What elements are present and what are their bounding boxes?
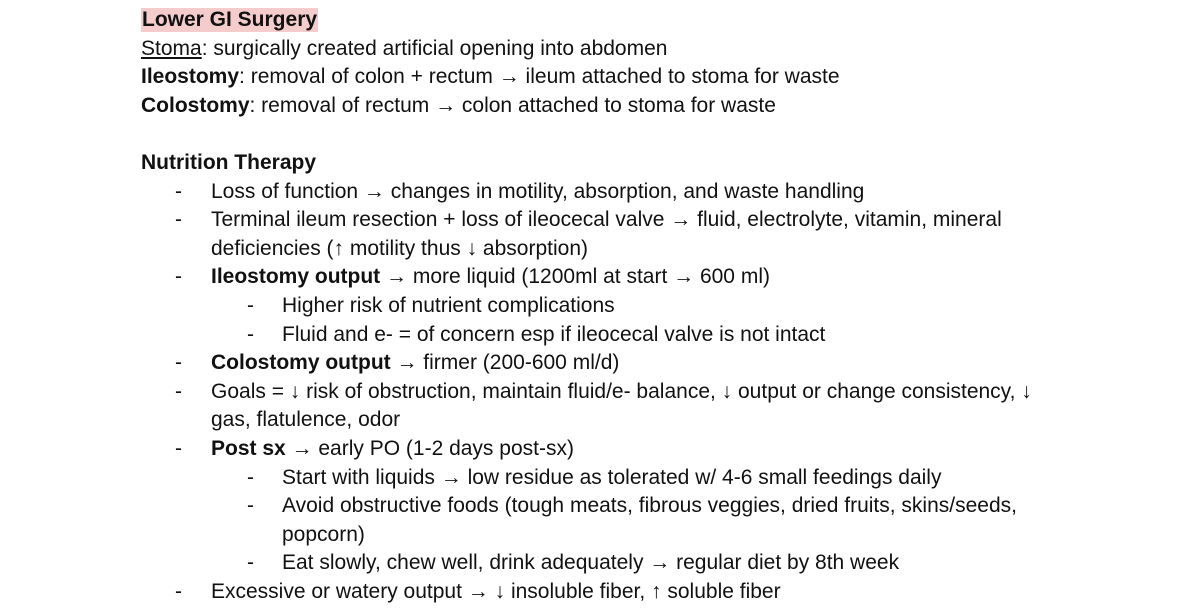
- sub-bullet-item: [141, 321, 1181, 350]
- bullet-item: [141, 435, 1181, 464]
- bullet-dash: -: [247, 494, 254, 518]
- definition-term: Ileostomy: [141, 65, 240, 89]
- definition-text: : removal of rectum → colon attached to stoma for waste: [249, 93, 776, 117]
- bullet-text: → early PO (1-2 days post-sx): [285, 436, 574, 460]
- bullet-dash: -: [175, 351, 182, 375]
- sub-bullet-text: Start with liquids → low residue as tolerated w/ 4-6 small feedings daily: [282, 465, 942, 489]
- definition-text: : surgically created artificial opening into abdomen: [201, 36, 668, 60]
- bullet-dash: -: [175, 436, 182, 460]
- sub-bullet-item: [141, 292, 1181, 321]
- sub-bullet-item: [141, 464, 1181, 493]
- sub-bullet-text: Fluid and e- = of concern esp if ileocecal valve is not intact: [282, 322, 826, 346]
- bullet-item: [141, 349, 1181, 378]
- sub-bullet-text-continued: popcorn): [282, 522, 365, 546]
- title-line: [141, 6, 1181, 35]
- sub-bullet-text: Avoid obstructive foods (tough meats, fibrous veggies, dried fruits, skins/seeds,: [282, 494, 1017, 518]
- sub-bullet-item: [141, 549, 1181, 578]
- sub-bullet-text: Higher risk of nutrient complications: [282, 293, 615, 317]
- bullet-dash: -: [175, 179, 182, 203]
- bullet-dash: -: [247, 551, 254, 575]
- bullet-bold: Post sx: [211, 436, 286, 460]
- sub-bullet-item: [141, 492, 1181, 549]
- document-body: [141, 6, 1181, 606]
- bullet-text: Terminal ileum resection + loss of ileocecal valve → fluid, electrolyte, vitamin, mineral: [211, 208, 1002, 232]
- sub-bullet-text: Eat slowly, chew well, drink adequately → regular diet by 8th week: [282, 551, 900, 575]
- bullet-dash: -: [247, 293, 254, 317]
- bullet-bold: Ileostomy output: [211, 265, 381, 289]
- bullet-item: [141, 178, 1181, 207]
- bullet-dash: -: [247, 465, 254, 489]
- definition-term: Stoma: [141, 36, 202, 60]
- bullet-item: [141, 263, 1181, 292]
- bullet-dash: -: [175, 265, 182, 289]
- bullet-text: → firmer (200-600 ml/d): [390, 351, 620, 375]
- bullet-item: [141, 206, 1181, 263]
- definition-colostomy: [141, 92, 1181, 121]
- bullet-text: Loss of function → changes in motility, absorption, and waste handling: [211, 179, 865, 203]
- definition-term: Colostomy: [141, 93, 250, 117]
- bullet-text: Goals = ↓ risk of obstruction, maintain fluid/e- balance, ↓ output or change consistency, ↓: [211, 379, 1032, 403]
- bullet-bold: Colostomy output: [211, 351, 391, 375]
- section-heading: Nutrition Therapy: [141, 150, 317, 174]
- bullet-item: [141, 578, 1181, 607]
- page-title: Lower GI Surgery: [142, 8, 318, 31]
- bullet-text: → more liquid (1200ml at start → 600 ml): [380, 265, 770, 289]
- bullet-dash: -: [175, 379, 182, 403]
- definition-ileostomy: [141, 63, 1181, 92]
- bullet-text-continued: gas, flatulence, odor: [211, 408, 401, 432]
- bullet-dash: -: [175, 208, 182, 232]
- bullet-dash: -: [247, 322, 254, 346]
- bullet-text-continued: deficiencies (↑ motility thus ↓ absorption): [211, 236, 588, 260]
- bullet-item: [141, 378, 1181, 435]
- definition-text: : removal of colon + rectum → ileum attached to stoma for waste: [239, 65, 840, 89]
- blank-line: [141, 120, 1181, 149]
- bullet-dash: -: [175, 579, 182, 603]
- bullet-text: Excessive or watery output → ↓ insoluble fiber, ↑ soluble fiber: [211, 579, 781, 603]
- definition-stoma: [141, 35, 1181, 64]
